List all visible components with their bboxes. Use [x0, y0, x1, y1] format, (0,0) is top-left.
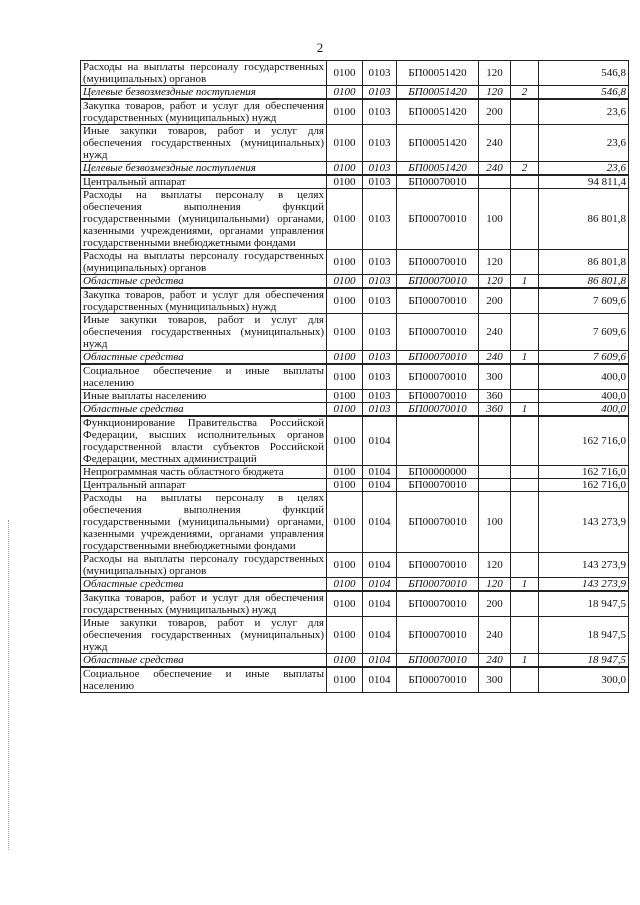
row-subsection-code: 0104: [363, 492, 397, 553]
row-target-article-code: БП00070010: [397, 403, 479, 417]
row-source-code: 1: [511, 578, 539, 592]
row-name: Закупка товаров, работ и услуг для обеспечения государственных (муниципальных) нужд: [81, 591, 327, 617]
row-target-article-code: [397, 416, 479, 466]
table-row: [81, 466, 629, 479]
row-target-article-code: БП00051420: [397, 99, 479, 125]
table-row: [81, 479, 629, 492]
row-name: Социальное обеспечение и иные выплаты населению: [81, 364, 327, 390]
row-section-code: 0100: [327, 189, 363, 250]
row-target-article-code: БП00070010: [397, 479, 479, 492]
row-name: Иные закупки товаров, работ и услуг для обеспечения государственных (муниципальных) нужд: [81, 314, 327, 351]
row-name: Расходы на выплаты персоналу в целях обеспечения выполнения функций государственными (муниципальными) органами, казенными учреждениями, органами управления государственными внебюджетными фондами: [81, 492, 327, 553]
row-target-article-code: БП00070010: [397, 390, 479, 403]
row-source-code: [511, 288, 539, 314]
row-target-article-code: БП00051420: [397, 61, 479, 86]
row-subsection-code: 0103: [363, 403, 397, 417]
row-target-article-code: БП00070010: [397, 288, 479, 314]
row-expense-type-code: 240: [479, 654, 511, 668]
row-expense-type-code: 120: [479, 61, 511, 86]
row-source-code: [511, 314, 539, 351]
row-name: Целевые безвозмездные поступления: [81, 86, 327, 100]
row-target-article-code: БП00070010: [397, 364, 479, 390]
row-name: Иные выплаты населению: [81, 390, 327, 403]
table-row: [81, 314, 629, 351]
table-row: [81, 275, 629, 289]
row-source-code: 1: [511, 654, 539, 668]
table-row: [81, 86, 629, 100]
row-subsection-code: 0103: [363, 86, 397, 100]
row-section-code: 0100: [327, 99, 363, 125]
row-amount: 143 273,9: [539, 578, 629, 592]
row-target-article-code: БП00051420: [397, 86, 479, 100]
row-subsection-code: 0103: [363, 162, 397, 176]
row-source-code: [511, 250, 539, 275]
row-name: Областные средства: [81, 654, 327, 668]
row-subsection-code: 0103: [363, 314, 397, 351]
row-section-code: 0100: [327, 654, 363, 668]
row-subsection-code: 0103: [363, 351, 397, 365]
row-source-code: 2: [511, 86, 539, 100]
row-expense-type-code: 240: [479, 617, 511, 654]
row-subsection-code: 0103: [363, 288, 397, 314]
row-expense-type-code: [479, 466, 511, 479]
table-row: [81, 591, 629, 617]
row-expense-type-code: 300: [479, 364, 511, 390]
row-amount: 7 609,6: [539, 288, 629, 314]
row-amount: 86 801,8: [539, 189, 629, 250]
row-expense-type-code: 240: [479, 351, 511, 365]
row-amount: 18 947,5: [539, 654, 629, 668]
row-subsection-code: 0104: [363, 617, 397, 654]
row-subsection-code: 0104: [363, 654, 397, 668]
table-row: [81, 250, 629, 275]
row-source-code: [511, 617, 539, 654]
row-expense-type-code: 120: [479, 553, 511, 578]
row-target-article-code: БП00070010: [397, 667, 479, 693]
row-expense-type-code: 120: [479, 578, 511, 592]
row-expense-type-code: 240: [479, 125, 511, 162]
row-name: Областные средства: [81, 578, 327, 592]
row-amount: 400,0: [539, 390, 629, 403]
row-section-code: 0100: [327, 86, 363, 100]
row-name: Социальное обеспечение и иные выплаты населению: [81, 667, 327, 693]
row-subsection-code: 0103: [363, 390, 397, 403]
row-name: Областные средства: [81, 403, 327, 417]
table-row: [81, 578, 629, 592]
row-subsection-code: 0103: [363, 99, 397, 125]
table-row: [81, 390, 629, 403]
row-amount: 300,0: [539, 667, 629, 693]
row-expense-type-code: 120: [479, 275, 511, 289]
table-row: [81, 416, 629, 466]
row-name: Расходы на выплаты персоналу государственных (муниципальных) органов: [81, 250, 327, 275]
row-name: Непрограммная часть областного бюджета: [81, 466, 327, 479]
row-amount: 162 716,0: [539, 416, 629, 466]
row-section-code: 0100: [327, 492, 363, 553]
row-expense-type-code: [479, 416, 511, 466]
row-target-article-code: БП00070010: [397, 654, 479, 668]
row-subsection-code: 0103: [363, 175, 397, 189]
row-name: Функционирование Правительства Российской Федерации, высших исполнительных органов государственной власти субъектов Российской Федерации, местных администраций: [81, 416, 327, 466]
row-source-code: 2: [511, 162, 539, 176]
row-amount: 400,0: [539, 403, 629, 417]
row-subsection-code: 0104: [363, 466, 397, 479]
row-amount: 94 811,4: [539, 175, 629, 189]
row-subsection-code: 0103: [363, 364, 397, 390]
row-section-code: 0100: [327, 288, 363, 314]
row-amount: 23,6: [539, 99, 629, 125]
table-row: [81, 492, 629, 553]
row-expense-type-code: 240: [479, 314, 511, 351]
table-row: [81, 617, 629, 654]
row-target-article-code: БП00070010: [397, 314, 479, 351]
row-source-code: [511, 364, 539, 390]
row-expense-type-code: 240: [479, 162, 511, 176]
row-section-code: 0100: [327, 553, 363, 578]
row-expense-type-code: 100: [479, 189, 511, 250]
table-row: [81, 667, 629, 693]
row-amount: 18 947,5: [539, 591, 629, 617]
row-amount: 400,0: [539, 364, 629, 390]
row-name: Иные закупки товаров, работ и услуг для обеспечения государственных (муниципальных) нужд: [81, 125, 327, 162]
row-expense-type-code: 200: [479, 288, 511, 314]
row-target-article-code: БП00051420: [397, 162, 479, 176]
row-source-code: [511, 99, 539, 125]
row-section-code: 0100: [327, 416, 363, 466]
row-target-article-code: БП00070010: [397, 175, 479, 189]
row-amount: 23,6: [539, 162, 629, 176]
row-section-code: 0100: [327, 125, 363, 162]
row-target-article-code: БП00070010: [397, 189, 479, 250]
row-amount: 546,8: [539, 86, 629, 100]
row-expense-type-code: 100: [479, 492, 511, 553]
row-name: Областные средства: [81, 275, 327, 289]
row-subsection-code: 0104: [363, 416, 397, 466]
row-name: Закупка товаров, работ и услуг для обеспечения государственных (муниципальных) нужд: [81, 288, 327, 314]
row-expense-type-code: 300: [479, 667, 511, 693]
row-section-code: 0100: [327, 479, 363, 492]
row-section-code: 0100: [327, 61, 363, 86]
row-target-article-code: БП00070010: [397, 250, 479, 275]
page-number: 2: [316, 40, 324, 55]
row-expense-type-code: 120: [479, 86, 511, 100]
row-amount: 86 801,8: [539, 250, 629, 275]
budget-table: [80, 60, 629, 693]
row-amount: 18 947,5: [539, 617, 629, 654]
row-subsection-code: 0104: [363, 479, 397, 492]
row-target-article-code: БП00070010: [397, 351, 479, 365]
row-expense-type-code: [479, 479, 511, 492]
row-target-article-code: БП00070010: [397, 617, 479, 654]
row-section-code: 0100: [327, 250, 363, 275]
row-amount: 23,6: [539, 125, 629, 162]
table-row: [81, 288, 629, 314]
row-expense-type-code: 360: [479, 403, 511, 417]
table-row: [81, 351, 629, 365]
table-row: [81, 175, 629, 189]
row-source-code: 1: [511, 275, 539, 289]
row-target-article-code: БП00070010: [397, 591, 479, 617]
row-source-code: [511, 61, 539, 86]
row-subsection-code: 0103: [363, 275, 397, 289]
row-amount: 7 609,6: [539, 314, 629, 351]
row-name: Иные закупки товаров, работ и услуг для обеспечения государственных (муниципальных) нужд: [81, 617, 327, 654]
table-row: [81, 403, 629, 417]
row-source-code: [511, 553, 539, 578]
row-section-code: 0100: [327, 175, 363, 189]
row-target-article-code: БП00000000: [397, 466, 479, 479]
row-amount: 7 609,6: [539, 351, 629, 365]
row-source-code: [511, 479, 539, 492]
row-source-code: [511, 667, 539, 693]
row-target-article-code: БП00070010: [397, 492, 479, 553]
row-source-code: [511, 591, 539, 617]
row-target-article-code: БП00070010: [397, 578, 479, 592]
table-row: [81, 553, 629, 578]
binding-margin-line: [8, 520, 10, 850]
row-source-code: [511, 492, 539, 553]
row-section-code: 0100: [327, 617, 363, 654]
row-subsection-code: 0103: [363, 250, 397, 275]
row-expense-type-code: 200: [479, 591, 511, 617]
row-amount: 143 273,9: [539, 553, 629, 578]
row-subsection-code: 0104: [363, 591, 397, 617]
row-amount: 143 273,9: [539, 492, 629, 553]
row-target-article-code: БП00051420: [397, 125, 479, 162]
row-section-code: 0100: [327, 466, 363, 479]
row-subsection-code: 0104: [363, 578, 397, 592]
row-source-code: [511, 390, 539, 403]
row-name: Центральный аппарат: [81, 479, 327, 492]
row-source-code: 1: [511, 351, 539, 365]
row-expense-type-code: [479, 175, 511, 189]
row-subsection-code: 0103: [363, 189, 397, 250]
row-source-code: [511, 125, 539, 162]
row-amount: 546,8: [539, 61, 629, 86]
table-body: [81, 61, 629, 693]
row-name: Центральный аппарат: [81, 175, 327, 189]
row-section-code: 0100: [327, 351, 363, 365]
row-subsection-code: 0104: [363, 667, 397, 693]
row-source-code: [511, 416, 539, 466]
row-expense-type-code: 360: [479, 390, 511, 403]
row-section-code: 0100: [327, 275, 363, 289]
row-name: Закупка товаров, работ и услуг для обеспечения государственных (муниципальных) нужд: [81, 99, 327, 125]
row-amount: 86 801,8: [539, 275, 629, 289]
row-source-code: [511, 466, 539, 479]
table-row: [81, 189, 629, 250]
row-source-code: [511, 175, 539, 189]
row-section-code: 0100: [327, 390, 363, 403]
row-name: Расходы на выплаты персоналу в целях обеспечения выполнения функций государственными (муниципальными) органами, казенными учреждениями, органами управления государственными внебюджетными фондами: [81, 189, 327, 250]
table-row: [81, 364, 629, 390]
row-section-code: 0100: [327, 591, 363, 617]
row-target-article-code: БП00070010: [397, 275, 479, 289]
table-row: [81, 99, 629, 125]
row-name: Расходы на выплаты персоналу государственных (муниципальных) органов: [81, 61, 327, 86]
table-row: [81, 61, 629, 86]
row-section-code: 0100: [327, 403, 363, 417]
row-subsection-code: 0103: [363, 125, 397, 162]
row-source-code: 1: [511, 403, 539, 417]
row-amount: 162 716,0: [539, 479, 629, 492]
row-section-code: 0100: [327, 162, 363, 176]
row-section-code: 0100: [327, 364, 363, 390]
row-name: Расходы на выплаты персоналу государственных (муниципальных) органов: [81, 553, 327, 578]
table-row: [81, 125, 629, 162]
row-section-code: 0100: [327, 667, 363, 693]
row-section-code: 0100: [327, 578, 363, 592]
row-expense-type-code: 200: [479, 99, 511, 125]
table-row: [81, 654, 629, 668]
row-source-code: [511, 189, 539, 250]
table-row: [81, 162, 629, 176]
row-subsection-code: 0103: [363, 61, 397, 86]
row-expense-type-code: 120: [479, 250, 511, 275]
row-subsection-code: 0104: [363, 553, 397, 578]
row-name: Целевые безвозмездные поступления: [81, 162, 327, 176]
row-name: Областные средства: [81, 351, 327, 365]
row-target-article-code: БП00070010: [397, 553, 479, 578]
row-amount: 162 716,0: [539, 466, 629, 479]
row-section-code: 0100: [327, 314, 363, 351]
